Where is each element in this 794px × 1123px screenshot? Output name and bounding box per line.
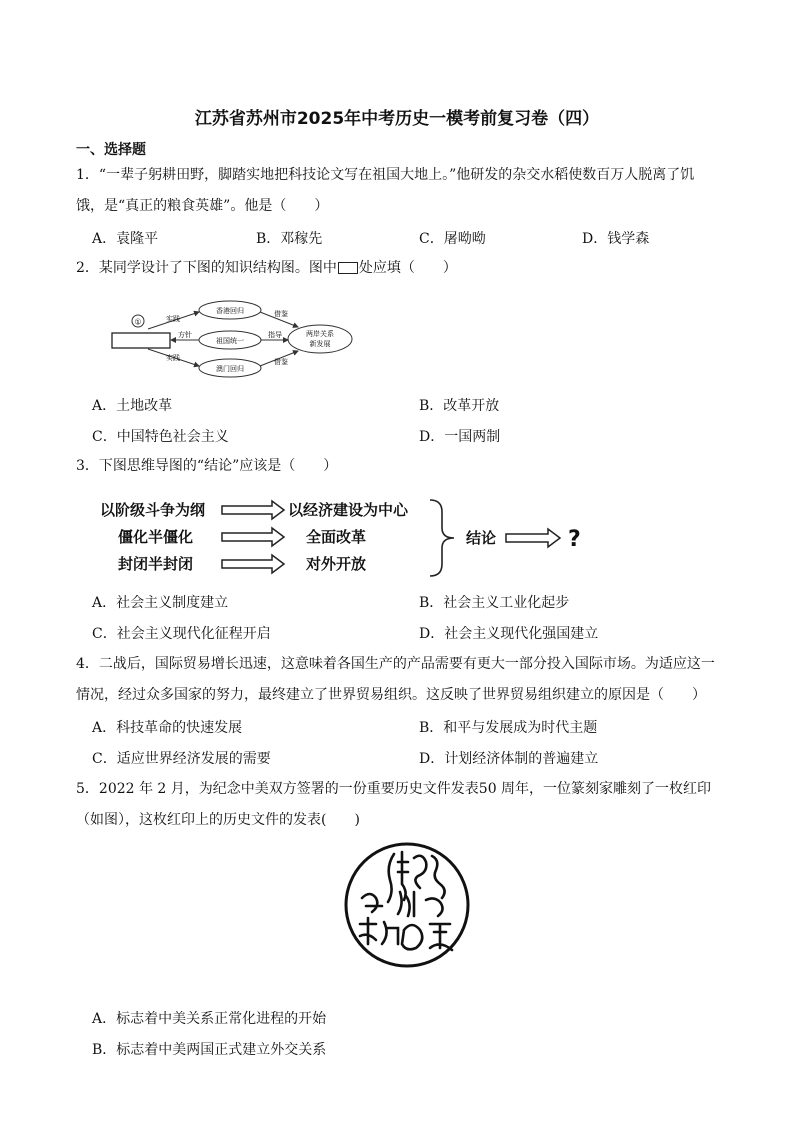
q2-option-b[interactable]: B．改革开放 — [419, 398, 500, 414]
cross-strait-line1: 两岸关系 — [306, 330, 334, 338]
hollow-arrow-icon — [222, 528, 284, 546]
q2-option-d[interactable]: D．一国两制 — [419, 429, 501, 445]
q2-option-c[interactable]: C．中国特色社会主义 — [92, 429, 229, 445]
mindmap-left-1: 以阶级斗争为纲 — [100, 501, 206, 519]
answer-blank-box — [112, 333, 170, 348]
seal-stamp-image — [342, 840, 472, 970]
q1-stem-line1: 1．“一辈子躬耕田野，脚踏实地把科技论文写在祖国大地上。”他研发的杂交水稻使数百万人脱离了饥 — [76, 167, 695, 183]
q5-stem-line2: （如图），这枚红印上的历史文件的发表( ) — [76, 812, 360, 828]
hollow-arrow-icon — [222, 555, 284, 573]
label-guide: 指导 — [268, 331, 282, 339]
mindmap-right-1: 以经济建设为中心 — [288, 501, 409, 519]
label-policy: 方针 — [178, 331, 192, 339]
mindmap-conclusion: 结论 — [466, 529, 497, 547]
q3-mind-map — [96, 494, 596, 580]
q2-knowledge-diagram — [108, 296, 368, 378]
q4-option-b[interactable]: B．和平与发展成为时代主题 — [419, 720, 598, 736]
cross-strait-line2: 新发展 — [309, 340, 331, 348]
brace-icon — [430, 500, 454, 576]
diagram-number: ① — [134, 317, 142, 327]
q1-option-d[interactable]: D．钱学森 — [582, 231, 650, 247]
label-practice-bottom: 实践 — [166, 354, 180, 362]
hollow-arrow-icon — [506, 529, 560, 547]
q2-stem — [76, 258, 457, 278]
macau-label: 澳门回归 — [216, 365, 244, 373]
q4-option-a[interactable]: A．科技革命的快速发展 — [92, 720, 243, 736]
q2-stem-after: 处应填（ ） — [358, 260, 457, 276]
q5-option-b[interactable]: B．标志着中美两国正式建立外交关系 — [92, 1042, 327, 1058]
section-heading: 一、选择题 — [76, 142, 146, 158]
q2-option-a[interactable]: A．土地改革 — [92, 398, 173, 414]
q3-option-b[interactable]: B．社会主义工业化起步 — [419, 595, 570, 611]
q2-stem-before: 2．某同学设计了下图的知识结构图。图中 — [76, 260, 337, 276]
question-mark-icon: ? — [568, 527, 581, 552]
mindmap-left-3: 封闭半封闭 — [118, 555, 194, 573]
q3-option-a[interactable]: A．社会主义制度建立 — [92, 595, 229, 611]
label-reference-bottom: 借鉴 — [274, 358, 288, 366]
q4-stem-line2: 情况，经过众多国家的努力，最终建立了世界贸易组织。这反映了世界贸易组织建立的原因是（ ） — [76, 687, 706, 703]
q1-option-b[interactable]: B．邓稼先 — [256, 231, 323, 247]
q3-option-c[interactable]: C．社会主义现代化征程开启 — [92, 626, 271, 642]
q4-option-c[interactable]: C．适应世界经济发展的需要 — [92, 751, 271, 767]
q4-option-d[interactable]: D．计划经济体制的普遍建立 — [419, 751, 599, 767]
q3-option-d[interactable]: D．社会主义现代化强国建立 — [419, 626, 599, 642]
q1-option-a[interactable]: A．袁隆平 — [92, 231, 159, 247]
q1-stem-line2: 饿，是“真正的粮食英雄”。他是（ ） — [76, 198, 329, 214]
page-title: 江苏省苏州市2025年中考历史一模考前复习卷（四） — [194, 109, 600, 129]
mindmap-left-2: 僵化半僵化 — [118, 528, 194, 546]
hollow-arrow-icon — [222, 501, 284, 519]
q5-stem-line1: 5．2022 年 2 月，为纪念中美双方签署的一份重要历史文件发表50 周年，一位篆刻家雕刻了一枚红印 — [76, 781, 712, 797]
center-label: 祖国统一 — [216, 337, 244, 345]
q1-option-c[interactable]: C．屠呦呦 — [419, 231, 486, 247]
label-reference-top: 借鉴 — [274, 310, 288, 318]
label-practice-top: 实践 — [166, 315, 180, 323]
q3-stem: 3．下图思维导图的“结论”应该是（ ） — [76, 458, 338, 474]
q4-stem-line1: 4．二战后，国际贸易增长迅速，这意味着各国生产的产品需要有更大一部分投入国际市场。为适应这一 — [76, 656, 715, 672]
mindmap-right-3: 对外开放 — [306, 555, 367, 573]
q5-option-a[interactable]: A．标志着中美关系正常化进程的开始 — [92, 1011, 327, 1027]
blank-box-icon — [338, 262, 358, 274]
mindmap-right-2: 全面改革 — [306, 528, 367, 546]
hk-label: 香港回归 — [216, 307, 244, 315]
